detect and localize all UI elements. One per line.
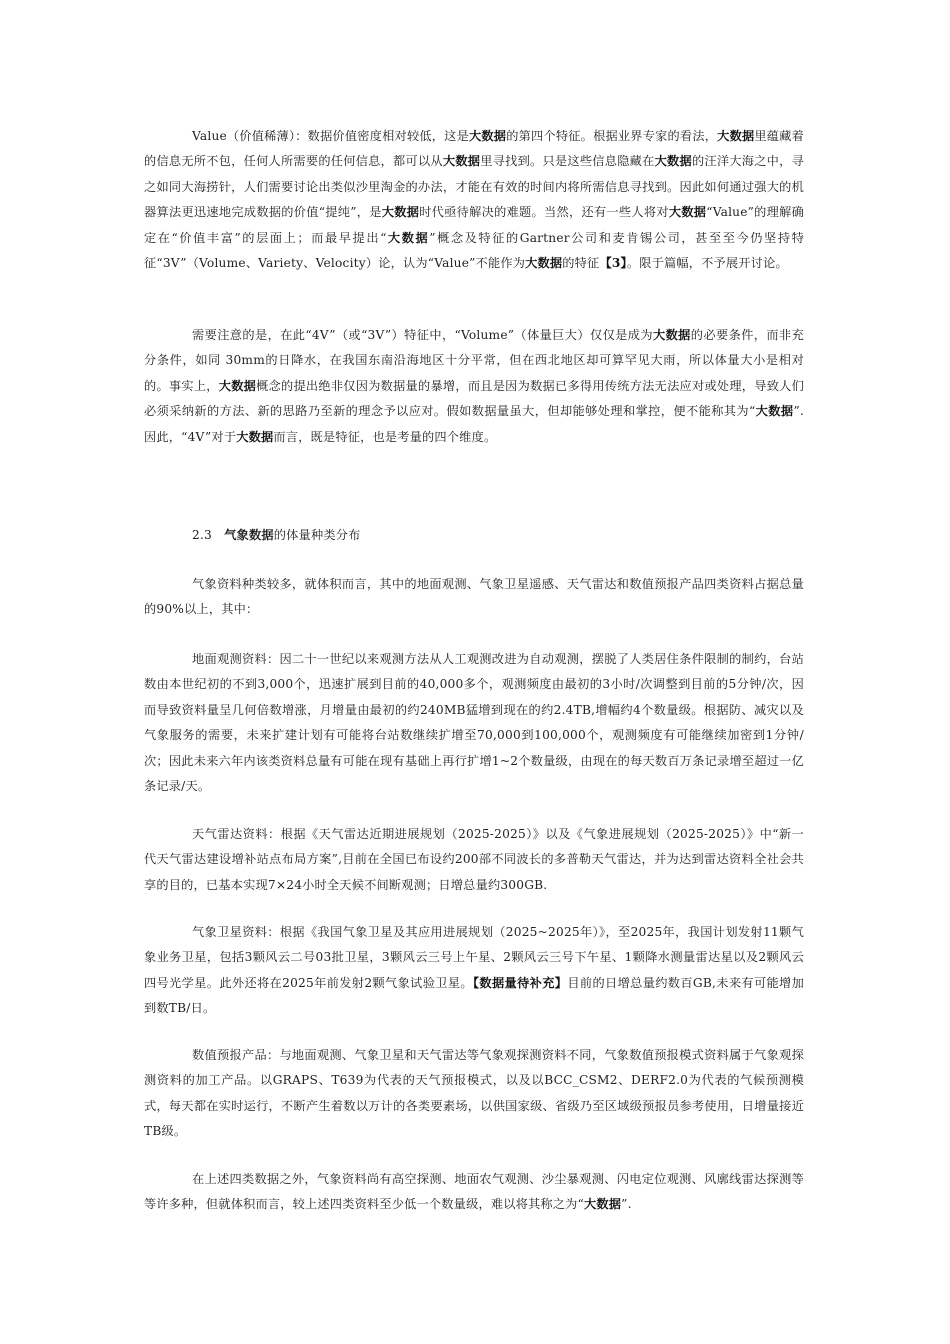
text-run: 。限于篇幅，不予展开讨论。 xyxy=(626,256,788,271)
text-run: 需要注意的是，在此“4V”（或“3V”）特征中，“Volume”（体量巨大）仅仅是成为 xyxy=(192,328,653,342)
text-run: 的特征 xyxy=(562,256,600,271)
bold-term: 大数据 xyxy=(652,328,691,342)
text-run: 里蕴藏着的信息无所不包，任何人所需要的任何信息，都可以从 xyxy=(144,129,805,169)
paragraph-other-types xyxy=(144,1167,804,1218)
text-run: 概念的提出绝非仅因为数据量的暴增，而且是因为数据已多得用传统方法无法应对或处理，导致人们必须采纳新的方法、新的思路乃至新的理念予以应对。假如数据量虽大，但却能够处理和掌控，便不能称其为“ xyxy=(144,378,805,419)
text-run: 地面观测资料：因二十一世纪以来观测方法从人工观测改进为自动观测，摆脱了人类居住条件限制的制约，台站数由本世纪初的不到3,000个，迅速扩展到目前的40,000多个，观测频度由最初的3小时/次调整到目前的5分钟/次，因而导致资料量呈几何倍数增涨，月增量由最初的约240MB猛增到现在的约2.4TB,增幅约4个数量级。根据防、减灾以及气象服务的需要，未来扩建计划有可能将台站数继续扩增至70,000到100,000个，观测频度有可能继续加密到1分钟/次；因此未来六年内该类资料总量有可能在现有基础上再行扩增1~2个数量级，由现在的每天数百万条记录增至超过一亿条记录/天。 xyxy=(144,652,804,794)
paragraph-nwp-products xyxy=(144,1043,804,1145)
bold-term: 大数据 xyxy=(236,429,274,444)
bold-term: 大数据 xyxy=(525,256,563,271)
paragraph-ground-observation xyxy=(144,647,804,799)
text-run: 气象资料种类较多，就体积而言，其中的地面观测、气象卫星遥感、天气雷达和数值预报产品四类资料占据总量的90%以上，其中： xyxy=(144,577,804,617)
text-run: ”概念及特征的Gartner公司和麦肯锡公司，甚至至今仍坚持特征“3V”（Volume、Variety、Velocity）论，认为“Value”不能作为 xyxy=(144,230,804,271)
text-run: 天气雷达资料：根据《天气雷达近期进展规划（2025-2025）》以及《气象进展规划（2025-2025）》中“新一代天气雷达建设增补站点布局方案”,目前在全国已布设约200部不同波长的多普勒天气雷达，并为达到雷达资料全社会共享的目的，已基本实现7×24小时全天候不间断观测；日增总量约300GB. xyxy=(144,827,804,892)
bold-term: 大数据 xyxy=(668,205,707,220)
text-run: “Value”的理解确定在“价值丰富”的层面上；而最早提出“ xyxy=(144,205,804,245)
text-run: ”. xyxy=(621,1197,632,1212)
bold-term: 大数据 xyxy=(218,378,257,393)
bold-term: 大数据 xyxy=(717,129,755,143)
text-run: 气象卫星资料：根据《我国气象卫星及其应用进展规划（2025~2025年）》，至2025年，我国计划发射11颗气象业务卫星，包括3颗风云二号03批卫星，3颗风云三号上午星、2颗风云三号下午星、1颗降水测量雷达星以及2颗风云四号光学星。此外还将在2025年前发射2颗气象试验卫星。 xyxy=(144,925,804,990)
text-run: 目前的日增总量约数百GB,未来有可能增加到数TB/日。 xyxy=(144,975,805,1016)
section-number: 2.3 xyxy=(192,528,225,542)
paragraph-weather-radar xyxy=(144,822,804,898)
text-run: 而言，既是特征，也是考量的四个维度。 xyxy=(273,429,497,444)
paragraph-satellite xyxy=(144,920,804,1022)
paragraph-overview xyxy=(144,572,804,623)
text-run: Value（价值稀薄）：数据价值密度相对较低，这是 xyxy=(192,129,469,143)
bold-term: 【数据量待补充】 xyxy=(472,975,568,990)
bold-term: 大数据 xyxy=(755,404,794,419)
bold-term: 【3】 xyxy=(599,256,627,271)
section-title-bold: 气象数据 xyxy=(224,528,274,542)
bold-term: 大数据 xyxy=(654,154,692,169)
bold-term: 大数据 xyxy=(442,154,481,169)
text-run: 的第四个特征。根据业界专家的看法， xyxy=(506,129,718,143)
section-heading xyxy=(192,523,361,548)
text-run: 数值预报产品：与地面观测、气象卫星和天气雷达等气象观探测资料不同，气象数值预报模式资料属于气象观探测资料的加工产品。以GRAPS、T639为代表的天气预报模式，以及以BCC_CSM2、DERF2.0为代表的气候预测模式，每天都在实时运行，不断产生着数以万计的各类要素场，以供国家级、省级乃至区域级预报员参考使用，日增量接近TB级。 xyxy=(144,1048,804,1139)
text-run: 里寻找到。只是这些信息隐藏在 xyxy=(480,154,655,169)
bold-term: 大数据 xyxy=(386,230,430,245)
bold-term: 大数据 xyxy=(381,205,420,220)
section-title-rest: 的体量种类分布 xyxy=(273,528,361,542)
text-run: 时代亟待解决的难题。当然，还有一些人将对 xyxy=(419,205,669,220)
text-run: 的必要条件，而非充分条件，如同 30mm的日降水，在我国东南沿海地区十分平常，但在西北地区却可算罕见大雨，所以体量大小是相对的。事实上， xyxy=(144,328,804,393)
paragraph-value-feature xyxy=(144,124,804,276)
bold-term: 大数据 xyxy=(468,129,507,143)
bold-term: 大数据 xyxy=(584,1197,622,1212)
text-run: 在上述四类数据之外，气象资料尚有高空探测、地面农气观测、沙尘暴观测、闪电定位观测、风廓线雷达探测等等许多种，但就体积而言，较上述四类资料至少低一个数量级，难以将其称之为“ xyxy=(144,1172,804,1212)
paragraph-4v-note xyxy=(144,323,804,450)
text-run: ”.因此，“4V”对于 xyxy=(144,404,804,444)
text-run: 的汪洋大海之中，寻之如同大海捞针，人们需要讨论出类似沙里淘金的办法，才能在有效的时间内将所需信息寻找到。因此如何通过强大的机器算法更迅速地完成数据的价值“提纯”，是 xyxy=(144,154,804,220)
